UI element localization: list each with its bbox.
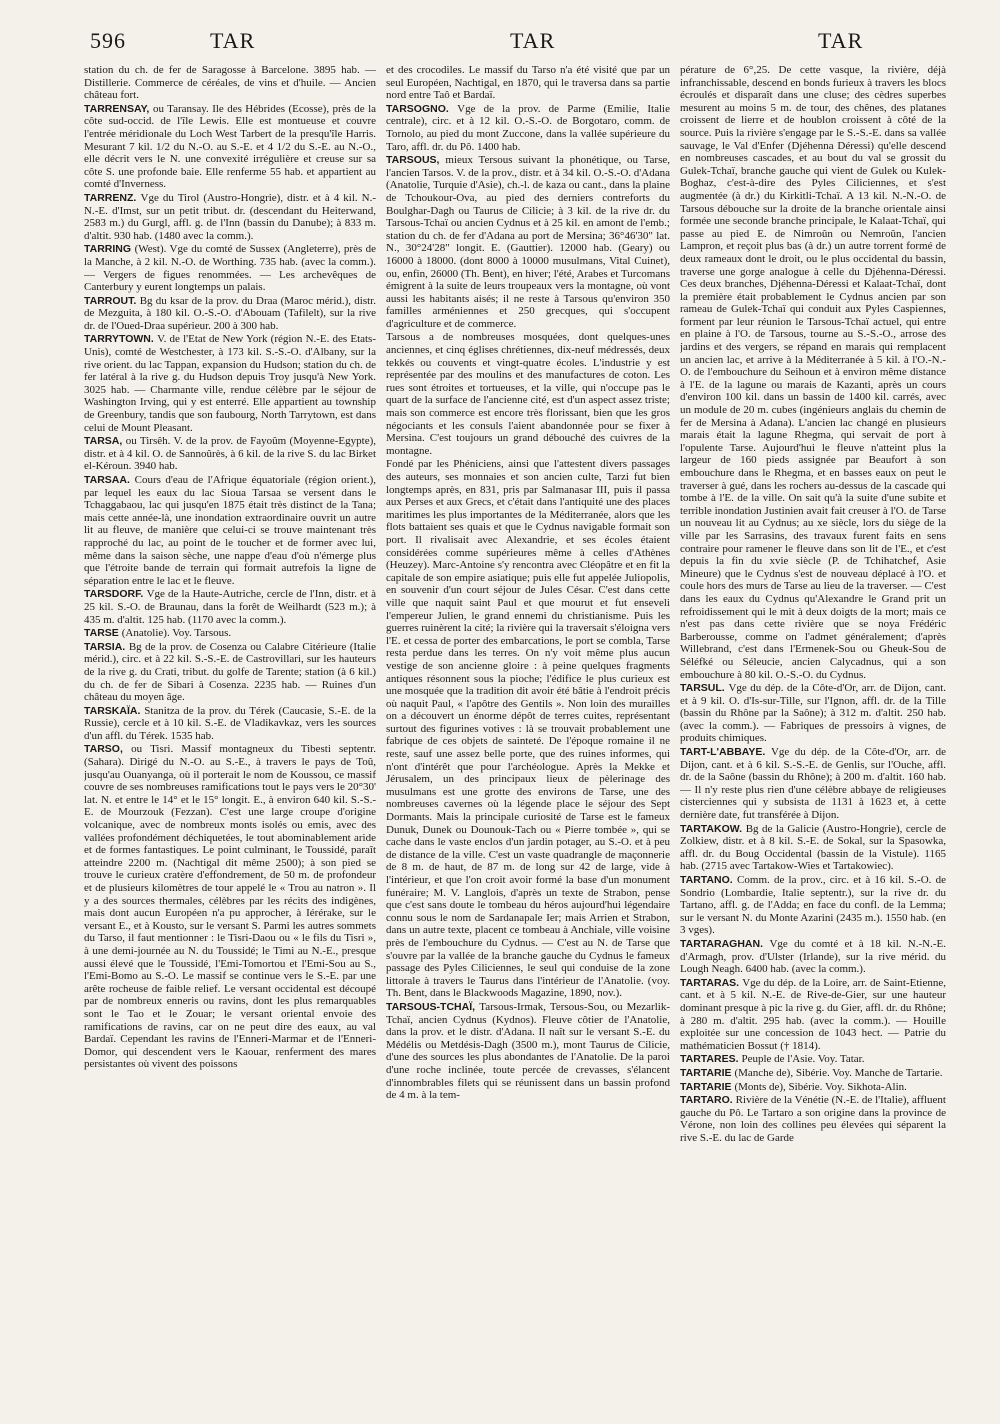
entry-headword: TARTARAS. [680, 976, 743, 989]
entry-text: et des crocodiles. Le massif du Tarso n'a été visité que par un seul Européen, Nachtigal, en 1870, qui le traversa dans sa partie nord entre Taô et Bardaï. [386, 64, 670, 102]
dictionary-entry [84, 474, 376, 587]
entry-text: Bg de la prov. de Cosenza ou Calabre Citérieure (Italie mérid.), circ. et à 22 kil. S.-S.-E. de Castrovillari, sur les hauteurs de la rive g. du Crati, tribut. du golfe de Tarente; station (à 6 kil.) du ch. de fer de Sibari à Cosenza. 2235 hab. — Ruines d'un château du moyen âge. [84, 640, 376, 704]
entry-headword: TARSKAÏA. [84, 704, 145, 717]
dictionary-entry [680, 938, 946, 976]
entry-text: mieux Tersous suivant la phonétique, ou Tarse, l'ancien Tarsos. V. de la prov., distr. et à 34 kil. O.-S.-O. d'Adana (Anatolie, Turquie d'Asie), ch.-l. de kaza ou cant., dans la plaine de Tchoukour-Ova, au pied des derniers contreforts du Boulghar-Dagh ou Taurus de Cilicie; à 3 kil. de la rive dr. du Tarsous-Tchaï ou ancien Cydnus et à 25 kil. en amont de l'emb.; station du ch. de fer d'Adana au port de Mersina; 36°46'30" lat. N., 30°24'28" longit. E. (Gauttier). 12000 hab. (Geary) ou 16000 à 18000. (dont 8000 à 10000 musulmans, Vital Cuinet), ou, enfin, 26000 (Th. Bent), en hiver; l'été, Arabes et Turcomans émigrent à la suite de leurs troupeaux vers la montagne, où vont aussi les habitants aisés; il ne reste à Tarsous qu'environ 350 familles arméniennes et 250 grecques, qui s'occupent d'agriculture et de commerce. [386, 154, 670, 330]
entry-headword: TARTARO. [680, 1094, 736, 1107]
entry-headword: TARSA, [84, 435, 126, 448]
dictionary-entry [680, 64, 946, 681]
entry-headword: TARRENZ. [84, 191, 141, 204]
dictionary-entry [680, 823, 946, 873]
entry-text: Fondé par les Phéniciens, ainsi que l'attestent divers passages des auteurs, ses monnaies et son ancien culte, Tarzi fut bien longtemps après, en 831, pris par Salmanasar III, puis il passa aux Perses et aux Grecs, et c'était dans l'antiquité une des places maritimes les plus importantes de la Méditerranée, alors que les flots battaient ses quais et que le Cydnus navigable formait son port. Il rivalisait avec Alexandrie, et ses écoles étaient considérées comme supérieures même à celles d'Athènes (Heuzey). Marc-Antoine s'y rencontra avec Cléopâtre et en fit la capitale de son empire asiatique; puis elle fut appelée Juliopolis, en souvenir d'un court séjour de Jules César. C'est dans cette ville que naquit saint Paul et que mourut et fut enseveli l'empereur Julien, le grand ennemi du christianisme. Puis les guerres ruinèrent la cité; la rivière qui la traversait s'éloigna vers l'E. et cessa de porter des embarcations, le port se combla, Tarse resta perdue dans les terres. On n'y voit même plus aucun vestige de son ancienne gloire : à peine quelques fragments antiques résonnent sous la pioche; l'édifice le plus curieux est une mosquée que la tradition dit avoir été bâtie à l'endroit précis où naquit Paul, « l'apôtre des Gentils ». Non loin des murailles on a découvert un énorme dépôt de terres cuites, représentant surtout des figurines votives : là se trouvait probablement une fabrique de ces objets de sainteté. De l'époque romaine il ne reste, sauf une assez belle porte, que des ruines informes, qui n'ont d'intérêt que pour l'archéologue. Après la Mekke et Jérusalem, un des principaux lieux de pèlerinage des musulmans est une grotte des environs de Tarse, une des nombreuses cavernes où la légende place le séjour des Sept Dormants. Mais la principale curiosité de Tarse est le fameux Dunuk, Dunek ou Dounouk-Tach ou « Pierre tombée », qui se cache dans le vaste enclos d'un jardin potager, au S.-O. et à peu de distance de la ville. C'est un vaste quadrangle de maçonnerie de 8 m. de haut, de 87 m. de long sur 42 de large, vide à l'intérieur, et que l'on croit avoir formé la base d'un monument funéraire; M. V. Langlois, d'après un texte de Strabon, pense que c'est sans doute le tombeau du héros aujourd'hui légendaire connu sous le nom de Sardanapale Ier; mais Arrien et Strabon, dans un autre texte, placent ce tombeau à Anchiale, ville voisine près de l'embouchure du Cydnus. — C'est au N. de Tarse que s'ouvre par la vallée de la branche gauche du Cydnus le fameux passage des Pyles Ciliciennes, le seul qui conduise de la zone littorale à travers le Taurus dans l'intérieur de l'Anatolie. (voy. Th. Bent, dans le Blackwoods Magazine, 1890, nov.). [386, 458, 670, 1000]
running-head-right: TAR [818, 28, 864, 53]
entry-text: (Manche de), Sibérie. Voy. Manche de Tartarie. [734, 1066, 943, 1079]
entry-headword: TARRING [84, 243, 135, 256]
entry-text: (Monts de), Sibérie. Voy. Sikhota-Alin. [734, 1080, 907, 1093]
entry-text: Bg de la Galicie (Austro-Hongrie), cercle de Zolkiew, distr. et à 8 kil. S.-E. de Sokal, sur la Spasowka, affl. dr. du Boug Occidental (bassin de la Vistule). 1165 hab. (2715 avec Tartakow-Wies et Tartakowiec). [680, 822, 946, 873]
entry-text: Tarsous a de nombreuses mosquées, dont quelques-unes anciennes, et cinq églises chrétiennes, dix-neuf médressés, deux tekkés ou couvents et vingt-quatre écoles. L'industrie y est représentée par des moulins et des manufactures de coton. Les rues sont étroites et tortueuses, et la ville, qui n'occupe pas le quart de la surface de l'ancienne cité, est d'un aspect assez triste; mais son commerce est encore très florissant, bien que les gros négociants et les consuls l'aient abandonnée pour se fixer à Mersina. C'est toujours un grand débouché des cuivres de la montagne. [386, 331, 670, 457]
entry-text: ou Taransay. Ile des Hébrides (Ecosse), près de la côte sud-occid. de l'île Lewis. Elle est montueuse et couvre l'entrée méridionale du Loch West Tarbert de la presqu'île Harris. Mesurant 7 kil. 1/2 du N.-O. au S.-E. et 4 1/2 du S.-E. au N.-O., elle décrit vers le N. une convexité irrégulière et creuse sur sa côte S. une profonde baie. Elle renferme 55 hab. et appartient au comté d'Inverness. [84, 102, 376, 191]
entry-text: Bg du ksar de la prov. du Draa (Maroc mérid.), distr. de Mezguita, à 180 kil. O.-S.-O. d'Abouam (Tafilelt), sur la rive dr. de l'Oued-Draa supérieur. 200 à 300 hab. [84, 294, 376, 332]
dictionary-entry [84, 705, 376, 743]
entry-text: Vge du comté et à 18 kil. N.-N.-E. d'Armagh, prov. d'Ulster (Irlande), sur la rive mérid. du Lough Neagh. 6400 hab. (avec la comm.). [680, 937, 946, 976]
dictionary-entry [386, 1001, 670, 1102]
dictionary-entry [84, 435, 376, 473]
entry-headword: TART-L'ABBAYE. [680, 746, 771, 759]
entry-text: Stanitza de la prov. du Térek (Caucasie, S.-E. de la Russie), cercle et à 10 kil. S.-E. de Vladikavkaz, vers les sources d'un affl. du Térek. 1535 hab. [84, 704, 376, 742]
entry-headword: TARSO, [84, 743, 132, 756]
running-head-center: TAR [510, 28, 556, 53]
dictionary-entry [386, 64, 670, 102]
dictionary-entry [680, 874, 946, 937]
column-right [680, 64, 946, 1412]
dictionary-entry [84, 295, 376, 333]
dictionary-entry [84, 103, 376, 191]
dictionary-entry [386, 331, 670, 457]
dictionary-entry [680, 746, 946, 822]
entry-headword: TARSDORF. [84, 588, 147, 601]
entry-text: (West). Vge du comté de Sussex (Angleterre), près de la Manche, à 2 kil. N.-O. de Worthing. 735 hab. (avec la comm.). — Vergers de figues renommées. — Les archevêques de Canterbury y eurent longtemps un palais. [84, 243, 376, 294]
entry-headword: TARRYTOWN. [84, 333, 158, 346]
entry-text: Vge du Tirol (Austro-Hongrie), distr. et à 4 kil. N.-N.-E. d'Imst, sur un petit tribut. dr. (descendant du Heiterwand, 2583 m.) du Gurgl, affl. g. de l'Inn (bassin du Danube); à 833 m. d'altit. 930 hab. (1480 avec la comm.). [84, 191, 376, 242]
entry-text: Vge du dép. de la Côte-d'Or, arr. de Dijon, cant. et à 6 kil. S.-S.-E. de Genlis, sur l'Ouche, affl. dr. de la Saône (bassin du Rhône); à 200 m. d'altit. 160 hab. — Il n'y reste plus rien d'une célèbre abbaye de religieuses cisterciennes qui y subsista de 1131 à 1623 et, à cette dernière date, fut transférée à Dijon. [680, 746, 946, 822]
dictionary-entry [84, 192, 376, 242]
entry-headword: TARTARAGHAN. [680, 937, 770, 950]
dictionary-entry [680, 1094, 946, 1144]
entry-text: station du ch. de fer de Saragosse à Barcelone. 3895 hab. — Distillerie. Commerce de céréales, de vins et d'huile. — Ancien château fort. [84, 64, 376, 102]
dictionary-entry [84, 243, 376, 293]
entry-headword: TARSE [84, 627, 122, 640]
entry-headword: TARSOUS-TCHAÏ, [386, 1000, 480, 1013]
entry-text: Comm. de la prov., circ. et à 16 kil. S.-O. de Sondrio (Lombardie, Italie septentr.), sur la rive dr. du Tartano, affl. g. de l'Adda; en face du confl. de la Lemma; sur le versant N. du Monte Azarini (2435 m.). 1550 hab. (en 3 vges). [680, 874, 946, 937]
entry-headword: TARTARES. [680, 1053, 742, 1066]
entry-headword: TARTAKOW. [680, 822, 746, 835]
page-number: 596 [90, 28, 126, 53]
entry-text: Vge du dép. de la Côte-d'Or, arr. de Dijon, cant. et à 9 kil. O. d'Is-sur-Tille, sur l'Ignon, affl. dr. de la Tille (bassin du Rhône par la Saône); à 312 m. d'altit. 250 hab. (avec la comm.). — Fabriques de pressoirs à vignes, de produits chimiques. [680, 682, 946, 745]
dictionary-entry [84, 627, 376, 640]
dictionary-entry [84, 743, 376, 1070]
entry-headword: TARRENSAY, [84, 102, 153, 115]
entry-headword: TARSUL. [680, 682, 729, 695]
entry-text: (Anatolie). Voy. Tarsous. [121, 627, 232, 640]
dictionary-entry [680, 1053, 946, 1066]
dictionary-entry [680, 682, 946, 745]
entry-text: Tarsous-Irmak, Tersous-Sou, ou Mezarlik-Tchaï, ancien Cydnus (Kydnos). Fleuve côtier de l'Anatolie, dans la prov. et le distr. d'Adana. Il naît sur le versant S.-E. du Médélis ou Metdésis-Dagh (3500 m.), mont Taurus de Cilicie, d'une des sources les plus abondantes de l'Anatolie. De la paroi d'une roche inclinée, toute percée de crevasses, s'élancent d'innombrables filets qui se réunissent dans un bassin profond de 4 m. à la tem- [386, 1000, 670, 1102]
entry-text: ou Tisri. Massif montagneux du Tibesti septentr. (Sahara). Dirigé du N.-O. au S.-E., à travers le pays de Toû, jusqu'au Ouanyanga, où il porterait le nom de Koussou, ce massif couvre de ses nombreuses ramifications tout le pays vers le 20°30' lat. N. et entre le 14° et le 15° longit. E., à environ 640 kil. S.-S.-E. de Mourzouk (Fezzan). C'est une large croupe d'origine volcanique, avec de nombreux monts isolés ou emis, avec des vallées profondément déchiquetées, le tout abominablement aride et de formes fantastiques. Le point culminant, le Toussidé, paraît atteindre 2200 m. (Nachtigal dit même 2500); à son pied se trouve le curieux cratère d'effondrement, de 50 m. de profondeur et de plusieurs kilomètres de tour appelé le « Trou au natron ». Il y a des sources thermales, célèbres par les récits des indigènes, mais dont aucun Européen n'a pu approcher, à Iérérake, sur le versant E., et à Kousto, sur le versant S. Parmi les autres sommets du Tarso, il faut mentionner : le Tisri-Daou ou « le fils du Tisri », à une demi-journée au N. du Toussidé; le Timi au N.-E., presque aussi élevé que le Toussidé, l'Emi-Tomortou et l'Emi-Sou au S., l'Emi-Bomo au S.-O. Le massif se continue vers le S.-E. par une arête rocheuse de faible relief. Le versant occidental est découpé par de nombreux enneris ou ravins, dont les plus remarquables sont le Tao et le Zouar; le versant oriental envoie des ramifications de ravins, car on ne peut dire des eaux, au val Bardaï. Cependant les ravins de l'Enneri-Marmar et de l'Enneri-Domor, qui descendent vers le Kaouar, renferment des mares persistantes où vivent des poissons [84, 743, 376, 1071]
dictionary-entry [386, 154, 670, 330]
entry-headword: TARSOGNO. [386, 102, 458, 115]
entry-headword: TARSAA. [84, 474, 135, 486]
dictionary-entry [680, 1081, 946, 1094]
dictionary-entry [84, 588, 376, 626]
entry-text: V. de l'Etat de New York (région N.-E. des Etats-Unis), comté de Westchester, à 173 kil. S.-S.-O. d'Albany, sur la rive orient. du lac Tappan, expansion du Hudson; station du ch. de fer latéral à la rive g. du Hudson depuis Troy jusqu'à New York. 3025 hab. — Charmante ville, rendue célèbre par le séjour de Washington Irving, qui y est enterré. Elle appartient au township de Greenbury, tandis que son faubourg, North Tarrytown, est dans celui de Mount Pleasant. [84, 333, 376, 434]
dictionary-entry [680, 977, 946, 1053]
entry-text: pérature de 6°,25. De cette vasque, la rivière, déjà infranchissable, descend en bonds furieux à travers les blocs écroulés et disparaît dans une cluse; des cèdres superbes mesurent au moins 5 m. de tour, des chênes, des platanes croissent de lierre et de houblon croissent à côté de la source. Puis la rivière s'engage par le S.-S.-E. dans sa vallée sauvage, le Val d'Enfer (Djéhenna Déressi) qu'elle descend en nombreuses cascades, et au bout du val se grossit du Gulek-Tchaï, branche gauche qui vient de Gulek ou Kulek-Boghaz, c'est-à-dire des Pyles Ciliciennes, et s'est augmentée (à dr.) du Kirkitli-Tchaï. A 13 kil. N.-N.-O. de Tarsous débouche sur la droite de la branche orientale ainsi formée une seconde branche principale, le Kalaat-Tchaï, qui passe au pied E. de Nimroûn ou Nemroûn, l'ancien Lampron, et reçoit plus bas (à dr.) un autre torrent formé de deux rameaux dont le droit, ou le plus occidental du bassin, traverse une gorge analogue à celle du Djéhenna-Déressi. Ces deux branches, Djéhenna-Déressi et Kalaat-Tchaï, dont la première était probablement le Cydnus ancien par son rameau de Gulek-Tchaï qui conduit aux Pyles Caspiennes, forment par leur réunion le Tarsous-Tchaï actuel, qui entre en plaine à l'O. de Tarsous, tourne au S.-S.-O., arrose des jardins et des vergers, se répand en marais qui remplacent un ancien lac, et arrive à la Méditerranée à 5 kil. à l'O.-N.-O. de l'embouchure du Seihoun et à environ même distance à l'E. de la lagune ou marais de Kazanti, après un cours d'environ 100 kil. dans un bassin de 1400 kil. carrés, avec un module de 20 m. cubes (ingénieurs anglais du chemin de fer de Mersina à Adana). L'ancien lac changé en plusieurs marais était la lagune Rhegma, qui servait de port à l'opulente Tarse. Aujourd'hui le fleuve n'atteint plus la largeur de 160 pieds assignée par Beaufort à son embouchure dans le Rhegma, et en basses eaux on peut le traverser à gué, dans les rochers au-dessus de la cascade qui tombe à l'E. de la ville. On sait qu'à la suite d'une subite et terrible inondation Justinien avait fait creuser à l'O. de Tarse un nouveau lit au Cydnus; au xe siècle, lors du siège de la ville par les Sarrasins, des travaux furent faits en sens contraire pour ramener le fleuve dans son lit de l'E., et c'est depuis la fin du xvie siècle (P. de Tchihatchef, Asie Mineure) que le Cydnus s'est de nouveau déplacé à l'O. et coule hors des murs de Tarse au lieu de la traverser. — C'est dans les eaux du Cydnus qu'Alexandre le Grand prit un refroidissement qui le mit à deux doigts de la mort; mais ce n'est pas dans cette rivière que se noya Frédéric Barberousse, comme on l'admet généralement; d'après Willebrand, c'est dans l'Ermenek-Sou ou Gheuk-Sou de Séléfké ou Séleucie, ancien Calycadnus, qui a son embouchure à 80 kil. O.-S.-O. du Cydnus. [680, 64, 946, 681]
running-head-left: TAR [210, 28, 256, 53]
entry-headword: TARSOUS, [386, 154, 446, 167]
entry-headword: TARTARIE [680, 1066, 735, 1079]
entry-text: Vge de la prov. de Parme (Emilie, Italie centrale), circ. et à 12 kil. O.-S.-O. de Borgotaro, comm. de Tornolo, au pied du mont Zuccone, dans la vallée supérieure du Taro, affl. dr. du Pô. 1400 hab. [386, 102, 670, 153]
entry-text: Peuple de l'Asie. Voy. Tatar. [741, 1053, 865, 1066]
column-left [84, 64, 376, 1412]
entry-text: Vge de la Haute-Autriche, cercle de l'Inn, distr. et à 25 kil. S.-O. de Braunau, dans la forêt de Weilhardt (523 m.); à 435 m. d'altit. 125 hab. (1170 avec la comm.). [84, 588, 376, 626]
entry-headword: TARTANO. [680, 874, 738, 886]
dictionary-entry [84, 641, 376, 704]
entry-headword: TARROUT. [84, 294, 140, 307]
entry-text: ou Tirsêh. V. de la prov. de Fayoûm (Moyenne-Egypte), distr. et à 4 kil. O. de Sannoûrès, à 6 kil. de la rive S. du lac Birket el-Kéroun. 3940 hab. [84, 435, 376, 473]
dictionary-entry [386, 103, 670, 153]
dictionary-entry [84, 64, 376, 102]
entry-text: Rivière de la Vénétie (N.-E. de l'Italie), affluent gauche du Pô. Le Tartaro a son origine dans la province de Vérone, non loin des collines peu élevées qui séparent la rive S.-E. du lac de Garde [680, 1094, 946, 1144]
entry-text: Cours d'eau de l'Afrique équatoriale (région orient.), par lequel les eaux du lac Sioua Tarsaa se versent dans le Tchaggabaou, lac qui jusqu'en 1875 était très distinct de la Tana; mais cette année-là, une inondation extraordinaire ouvrit un autre lit au fleuve, de manière que celui-ci se trouve maintenant très rapproché du lac, au point de le toucher et de former avec lui, même dans la saison sèche, une nappe d'eau d'où n'émerge plus que l'étroite bande de terrain qui formait autrefois la ligne de séparation entre le lac et le fleuve. [84, 474, 376, 587]
entry-headword: TARSIA. [84, 640, 129, 653]
entry-text: Vge du dép. de la Loire, arr. de Saint-Etienne, cant. et à 5 kil. N.-E. de Rive-de-Gier, sur une hauteur dominant presque à pic la rive g. du Gier, affl. dr. du Rhône; à 280 m. d'altit. 295 hab. (avec la comm.). — Houille exploitée sur une concession de 1043 hect. — Patrie du mathématicien Bossut († 1814). [680, 976, 946, 1052]
column-middle [386, 64, 670, 1412]
dictionary-entry [84, 333, 376, 434]
dictionary-entry [680, 1067, 946, 1080]
dictionary-entry [386, 458, 670, 1000]
entry-headword: TARTARIE [680, 1080, 735, 1093]
